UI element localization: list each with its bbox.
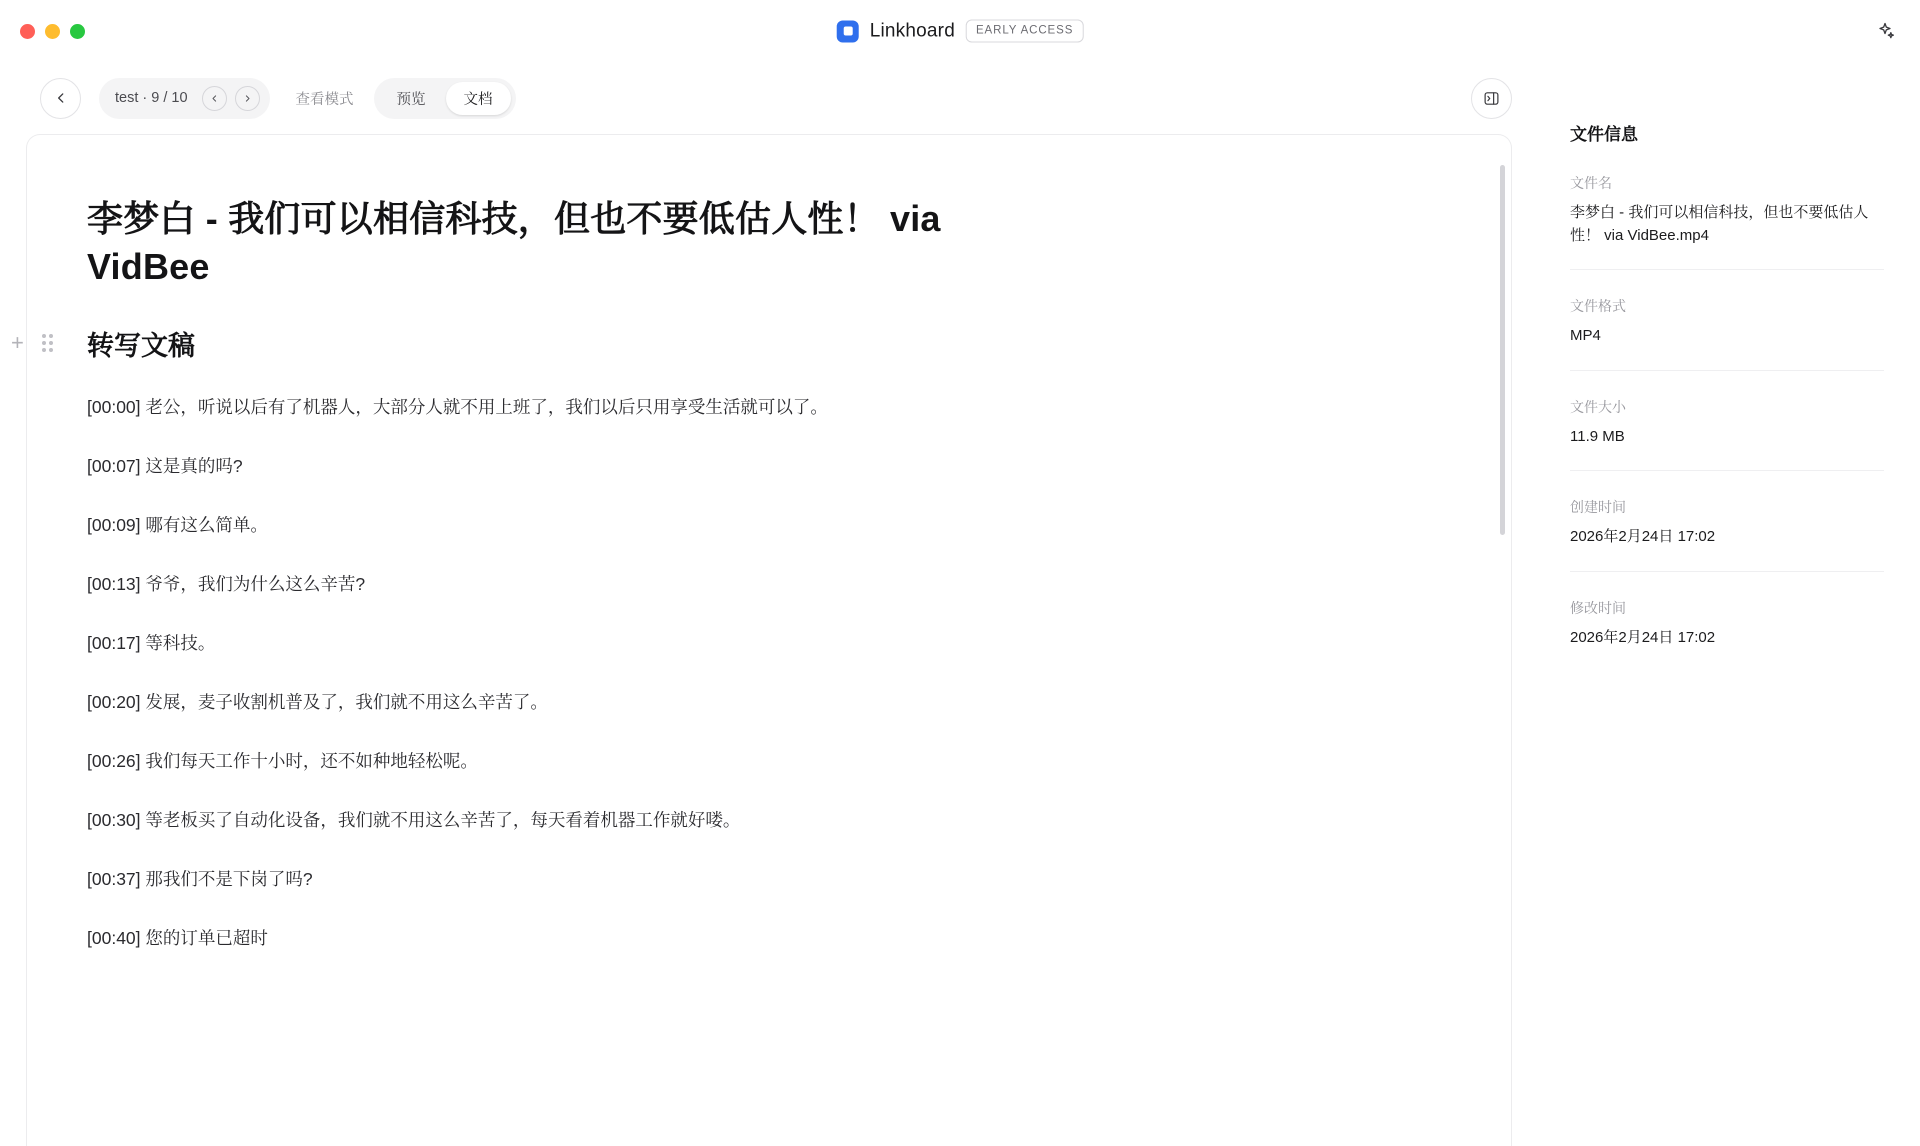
app-title: Linkhoard [869, 20, 955, 41]
title-bar [0, 0, 1920, 62]
transcript-line: [00:26] 我们每天工作十小时，还不如种地轻松呢。 [87, 751, 478, 772]
info-value: 11.9 MB [1570, 426, 1884, 472]
panel-right-icon [1483, 90, 1500, 107]
app-body [0, 62, 1920, 1146]
document-toolbar [14, 62, 1536, 134]
chevron-right-icon [243, 94, 252, 103]
early-access-badge: EARLY ACCESS [966, 20, 1083, 43]
chevron-left-icon [210, 94, 219, 103]
drag-handle-icon[interactable] [42, 334, 53, 352]
transcript-line: [00:07] 这是真的吗? [87, 456, 243, 477]
next-document-button[interactable] [235, 86, 260, 111]
close-window-button[interactable] [20, 24, 35, 39]
maximize-window-button[interactable] [70, 24, 85, 39]
info-label: 创建时间 [1570, 499, 1626, 515]
transcript-line: [00:17] 等科技。 [87, 633, 216, 654]
info-row-modified [1570, 598, 1884, 650]
minimize-window-button[interactable] [45, 24, 60, 39]
info-label: 修改时间 [1570, 599, 1626, 616]
info-value: 李梦白 - 我们可以相信科技，但也不要低估人性！ via VidBee.mp4 [1570, 202, 1884, 270]
main-panel [0, 62, 1536, 1146]
info-row-size [1570, 397, 1884, 472]
info-label: 文件名 [1570, 175, 1612, 191]
transcript-line: [00:20] 发展，麦子收割机普及了，我们就不用这么辛苦了。 [87, 692, 548, 713]
linkhoard-logo-icon [837, 20, 859, 42]
document-pager [99, 78, 270, 119]
transcript-line: [00:30] 等老板买了自动化设备，我们就不用这么辛苦了，每天看着机器工作就好喽。 [87, 810, 741, 831]
section-heading: 转写文稿 [87, 331, 195, 362]
info-row-created [1570, 497, 1884, 572]
info-row-format [1570, 296, 1884, 371]
info-value: 2026年2月24日 17:02 [1570, 526, 1884, 572]
info-label: 文件格式 [1570, 298, 1626, 314]
view-mode-label: 查看模式 [295, 91, 354, 108]
prev-document-button[interactable] [202, 86, 227, 111]
tab-preview[interactable]: 预览 [396, 91, 426, 108]
tab-document[interactable]: 文档 [446, 82, 511, 115]
sparkle-icon[interactable] [1874, 20, 1896, 42]
transcript-line: [00:13] 爷爷，我们为什么这么辛苦? [87, 574, 366, 595]
view-mode-switch [374, 78, 516, 119]
file-info-title: 文件信息 [1570, 125, 1638, 144]
block-gutter [11, 332, 53, 354]
page-title: 李梦白 - 我们可以相信科技，但也不要低估人性！ via VidBee [87, 198, 941, 287]
document-scroll-area[interactable] [11, 135, 1511, 1146]
document-scrollbar-thumb[interactable] [1500, 165, 1505, 535]
app-brand [837, 20, 1084, 43]
transcript-line: [00:40] 您的订单已超时 [87, 928, 268, 949]
document-scrollbar[interactable] [1500, 149, 1505, 1136]
transcript-line: [00:09] 哪有这么简单。 [87, 515, 268, 536]
window-controls [20, 24, 85, 39]
chevron-left-icon [54, 91, 68, 105]
toggle-info-panel-button[interactable] [1471, 78, 1512, 119]
document-card [11, 134, 1512, 1146]
plus-icon[interactable]: + [11, 330, 24, 356]
info-label: 文件大小 [1570, 398, 1626, 415]
file-info-panel [1536, 62, 1920, 1146]
pager-label: test · 9 / 10 [115, 90, 188, 106]
transcript-line: [00:37] 那我们不是下岗了吗? [87, 869, 313, 890]
info-value: 2026年2月24日 17:02 [1570, 628, 1716, 646]
transcript-heading-block [11, 324, 1441, 363]
info-value: MP4 [1570, 325, 1884, 371]
back-button[interactable] [40, 78, 81, 119]
transcript-line: [00:00] 老公，听说以后有了机器人，大部分人就不用上班了，我们以后只用享受生活就可以了。 [87, 397, 828, 418]
info-row-filename [1570, 173, 1884, 270]
